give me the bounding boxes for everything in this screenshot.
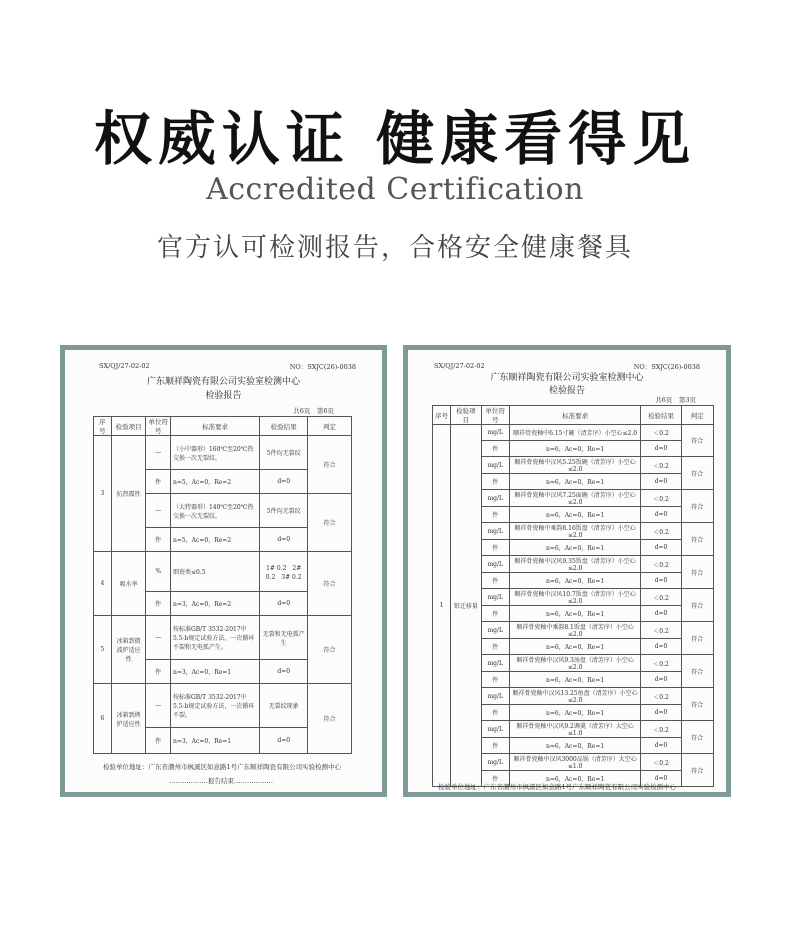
unit-cell: mg/L xyxy=(481,754,509,771)
verdict-cell: 符合 xyxy=(308,494,352,552)
unit-cell: mg/L xyxy=(481,523,509,540)
result-cell: ＜0.2 xyxy=(641,425,681,441)
header-cell: 序号 xyxy=(433,406,451,425)
verdict-cell: 符合 xyxy=(681,655,713,688)
header-cell: 标准要求 xyxy=(170,417,259,436)
item-number-cell: 4 xyxy=(94,552,112,616)
requirement-cell: n=6，Ac=0，Re=1 xyxy=(509,639,641,655)
header-cell: 标准要求 xyxy=(509,406,641,425)
unit-cell: mg/L xyxy=(481,589,509,606)
header-cell: 检验项目 xyxy=(111,417,146,436)
unit-cell: mg/L xyxy=(481,556,509,573)
unit-cell: 件 xyxy=(481,606,509,622)
result-cell: ＜0.2 xyxy=(641,490,681,507)
result-cell: d=0 xyxy=(641,705,681,721)
unit-cell: 件 xyxy=(481,474,509,490)
verdict-cell: 符合 xyxy=(681,721,713,754)
unit-cell: — xyxy=(146,616,171,660)
report-left-frame xyxy=(60,345,387,797)
unit-cell: 件 xyxy=(481,738,509,754)
item-number-cell: 6 xyxy=(94,684,112,754)
result-cell: ＜0.2 xyxy=(641,523,681,540)
item-name-cell: 冰箱到微波炉适应性 xyxy=(111,616,146,684)
report-number: NO：SXJC(26)-0038 xyxy=(633,363,700,371)
verdict-cell: 符合 xyxy=(308,616,352,684)
unit-cell: % xyxy=(146,552,171,592)
unit-cell: 件 xyxy=(146,470,171,494)
requirement-cell: 顺祥骨瓷釉中汉风9.35饭盘（清芳序）小空心≤2.0 xyxy=(509,556,641,573)
unit-cell: 件 xyxy=(146,728,171,754)
requirement-cell: n=6，Ac=0，Re=1 xyxy=(509,672,641,688)
requirement-cell: n=3，Ac=0，Re=1 xyxy=(170,660,259,684)
header-cell: 单位符号 xyxy=(146,417,171,436)
requirement-cell: 顺祥骨瓷釉中乘韵8.16饭盘（清芳序）小空心≤2.0 xyxy=(509,523,641,540)
requirement-cell: n=6，Ac=0，Re=1 xyxy=(509,540,641,556)
report-left-paper xyxy=(65,350,382,792)
result-cell: 无裂纹现象 xyxy=(260,684,308,728)
requirement-cell: 按标准GB/T 3532-2017中5.5-b规定试验方法，一次循环不裂和无电弧产生。 xyxy=(170,616,259,660)
result-cell: 5件均无裂纹 xyxy=(260,436,308,470)
verdict-cell: 符合 xyxy=(308,552,352,616)
unit-cell: mg/L xyxy=(481,490,509,507)
result-cell: 1# 0.2 2# 0.2 3# 0.2 xyxy=(260,552,308,592)
table-row xyxy=(94,684,352,728)
requirement-cell: n=6，Ac=0，Re=1 xyxy=(509,771,641,787)
result-cell: d=0 xyxy=(641,507,681,523)
verdict-cell: 符合 xyxy=(681,622,713,655)
item-number-cell: 1 xyxy=(433,425,451,787)
result-cell: ＜0.2 xyxy=(641,688,681,705)
unit-cell: 件 xyxy=(146,528,171,552)
requirement-cell: 顺祥骨瓷釉中汉风5.25饭碗（清芳序）小空心≤2.0 xyxy=(509,457,641,474)
report-code: SX/QJ/27-02-02 xyxy=(434,362,485,370)
unit-cell: 件 xyxy=(146,592,171,616)
hero-subtitle: Accredited Certification xyxy=(206,172,584,207)
table-row xyxy=(94,436,352,470)
requirement-cell: 细瓷类≤0.5 xyxy=(170,552,259,592)
requirement-cell: 顺祥骨瓷釉中6.15寸碗（清芳序）小空心≤2.0 xyxy=(509,425,641,441)
unit-cell: mg/L xyxy=(481,622,509,639)
result-cell: d=0 xyxy=(641,441,681,457)
unit-cell: — xyxy=(146,684,171,728)
result-cell: d=0 xyxy=(260,470,308,494)
verdict-cell: 符合 xyxy=(681,754,713,787)
report-end-note: ………………报告结束……………… xyxy=(169,777,273,785)
unit-cell: 件 xyxy=(481,507,509,523)
requirement-cell: n=3，Ac=0，Re=1 xyxy=(170,728,259,754)
result-cell: d=0 xyxy=(260,528,308,552)
item-number-cell: 3 xyxy=(94,436,112,552)
verdict-cell: 符合 xyxy=(308,436,352,494)
hero-title: 权威认证 健康看得见 xyxy=(93,105,697,173)
verdict-cell: 符合 xyxy=(681,556,713,589)
report-footer: 检验单位地址：广东省潮州市枫溪区如意路1号广东顺祥陶瓷有限公司实验检测中心 xyxy=(438,783,677,791)
requirement-cell: 顺祥骨瓷釉中汉风7.25面碗（清芳序）小空心≤2.0 xyxy=(509,490,641,507)
header-cell: 检验结果 xyxy=(260,417,308,436)
requirement-cell: 顺祥骨瓷釉中汉风9.2调羹（清芳序）大空心≤1.0 xyxy=(509,721,641,738)
requirement-cell: n=6，Ac=0，Re=1 xyxy=(509,705,641,721)
header-cell: 检验结果 xyxy=(641,406,681,425)
requirement-cell: n=3，Ac=0，Re=2 xyxy=(170,592,259,616)
result-cell: d=0 xyxy=(260,728,308,754)
item-name-cell: 吸水率 xyxy=(111,552,146,616)
result-cell: ＜0.2 xyxy=(641,457,681,474)
requirement-cell: 顺祥骨瓷釉中汉风10.7饭盘（清芳序）小空心≤2.0 xyxy=(509,589,641,606)
result-cell: ＜0.2 xyxy=(641,655,681,672)
unit-cell: mg/L xyxy=(481,655,509,672)
header-cell: 序号 xyxy=(94,417,112,436)
report-org: 广东顺祥陶瓷有限公司实验室检测中心 xyxy=(490,373,644,383)
result-cell: d=0 xyxy=(641,573,681,589)
requirement-cell: （大特器形）140℃至20℃热交换一次无裂纹。 xyxy=(170,494,259,528)
result-cell: d=0 xyxy=(641,540,681,556)
verdict-cell: 符合 xyxy=(681,589,713,622)
unit-cell: 件 xyxy=(481,639,509,655)
header-cell: 单位符号 xyxy=(481,406,509,425)
requirement-cell: 顺祥骨瓷釉中汉风3000品锅（清芳序）大空心≤1.0 xyxy=(509,754,641,771)
report-org: 广东顺祥陶瓷有限公司实验室检测中心 xyxy=(146,377,300,387)
report-footer: 检验单位地址：广东省潮州市枫溪区如意路1号广东顺祥陶瓷有限公司实验检测中心 xyxy=(103,763,342,771)
requirement-cell: n=6，Ac=0，Re=1 xyxy=(509,441,641,457)
unit-cell: 件 xyxy=(481,771,509,787)
requirement-cell: n=6，Ac=0，Re=1 xyxy=(509,738,641,754)
result-cell: d=0 xyxy=(641,474,681,490)
verdict-cell: 符合 xyxy=(681,457,713,490)
unit-cell: mg/L xyxy=(481,457,509,474)
result-cell: d=0 xyxy=(641,672,681,688)
item-name-cell: 冰箱到烤炉适应性 xyxy=(111,684,146,754)
result-cell: 无裂和无电弧产生 xyxy=(260,616,308,660)
result-cell: d=0 xyxy=(260,660,308,684)
report-title: 检验报告 xyxy=(548,386,585,396)
report-page-info: 共6页 第3页 xyxy=(655,396,696,404)
result-cell: d=0 xyxy=(641,606,681,622)
unit-cell: 件 xyxy=(481,441,509,457)
unit-cell: mg/L xyxy=(481,425,509,441)
table-row xyxy=(94,552,352,592)
requirement-cell: 按标准GB/T 3532-2017中5.5-b规定试验方法，一次循环不裂。 xyxy=(170,684,259,728)
requirement-cell: n=6，Ac=0，Re=1 xyxy=(509,573,641,589)
report-right-frame xyxy=(403,345,731,797)
unit-cell: 件 xyxy=(146,660,171,684)
result-cell: d=0 xyxy=(641,738,681,754)
item-name-cell: 抗热震性 xyxy=(111,436,146,552)
header-cell: 检验项目 xyxy=(451,406,482,425)
requirement-cell: n=6，Ac=0，Re=1 xyxy=(509,474,641,490)
table-row xyxy=(94,616,352,660)
result-cell: 5件均无裂纹 xyxy=(260,494,308,528)
report-title: 检验报告 xyxy=(205,391,242,401)
result-cell: ＜0.2 xyxy=(641,754,681,771)
result-cell: d=0 xyxy=(641,771,681,787)
result-cell: ＜0.2 xyxy=(641,589,681,606)
unit-cell: 件 xyxy=(481,672,509,688)
requirement-cell: 顺祥骨瓷釉中汉风9.3汤盘（清芳序）小空心≤2.0 xyxy=(509,655,641,672)
report-number: NO：SXJC(26)-0038 xyxy=(289,363,356,371)
verdict-cell: 符合 xyxy=(681,490,713,523)
result-cell: ＜0.2 xyxy=(641,622,681,639)
result-cell: d=0 xyxy=(641,639,681,655)
report-left-table xyxy=(93,416,352,754)
item-number-cell: 5 xyxy=(94,616,112,684)
requirement-cell: 顺祥骨瓷釉中汉风13.25鱼盘（清芳序）小空心≤2.0 xyxy=(509,688,641,705)
requirement-cell: n=5，Ac=0，Re=2 xyxy=(170,470,259,494)
unit-cell: — xyxy=(146,494,171,528)
requirement-cell: （小中器形）160℃至20℃热交换一次无裂纹。 xyxy=(170,436,259,470)
verdict-cell: 符合 xyxy=(681,425,713,457)
requirement-cell: n=5，Ac=0，Re=2 xyxy=(170,528,259,552)
unit-cell: mg/L xyxy=(481,721,509,738)
result-cell: ＜0.2 xyxy=(641,556,681,573)
requirement-cell: 顺祥骨瓷釉中乘韵8.1饭盘（清芳序）小空心≤2.0 xyxy=(509,622,641,639)
header-cell: 判定 xyxy=(308,417,352,436)
verdict-cell: 符合 xyxy=(308,684,352,754)
header-cell: 判定 xyxy=(681,406,713,425)
requirement-cell: n=6，Ac=0，Re=1 xyxy=(509,507,641,523)
report-code: SX/QJ/27-02-02 xyxy=(99,362,150,370)
unit-cell: mg/L xyxy=(481,688,509,705)
unit-cell: 件 xyxy=(481,540,509,556)
report-right-table xyxy=(432,405,714,787)
table-row xyxy=(433,425,714,441)
verdict-cell: 符合 xyxy=(681,688,713,721)
unit-cell: 件 xyxy=(481,573,509,589)
hero-tagline: 官方认可检测报告，合格安全健康餐具 xyxy=(156,233,633,263)
result-cell: d=0 xyxy=(260,592,308,616)
verdict-cell: 符合 xyxy=(681,523,713,556)
item-name-cell: 铅迁移量 xyxy=(451,425,482,787)
report-right-paper xyxy=(408,350,726,792)
report-page-info: 共6页 第6页 xyxy=(293,407,334,415)
requirement-cell: n=6，Ac=0，Re=1 xyxy=(509,606,641,622)
unit-cell: 件 xyxy=(481,705,509,721)
result-cell: ＜0.2 xyxy=(641,721,681,738)
unit-cell: — xyxy=(146,436,171,470)
